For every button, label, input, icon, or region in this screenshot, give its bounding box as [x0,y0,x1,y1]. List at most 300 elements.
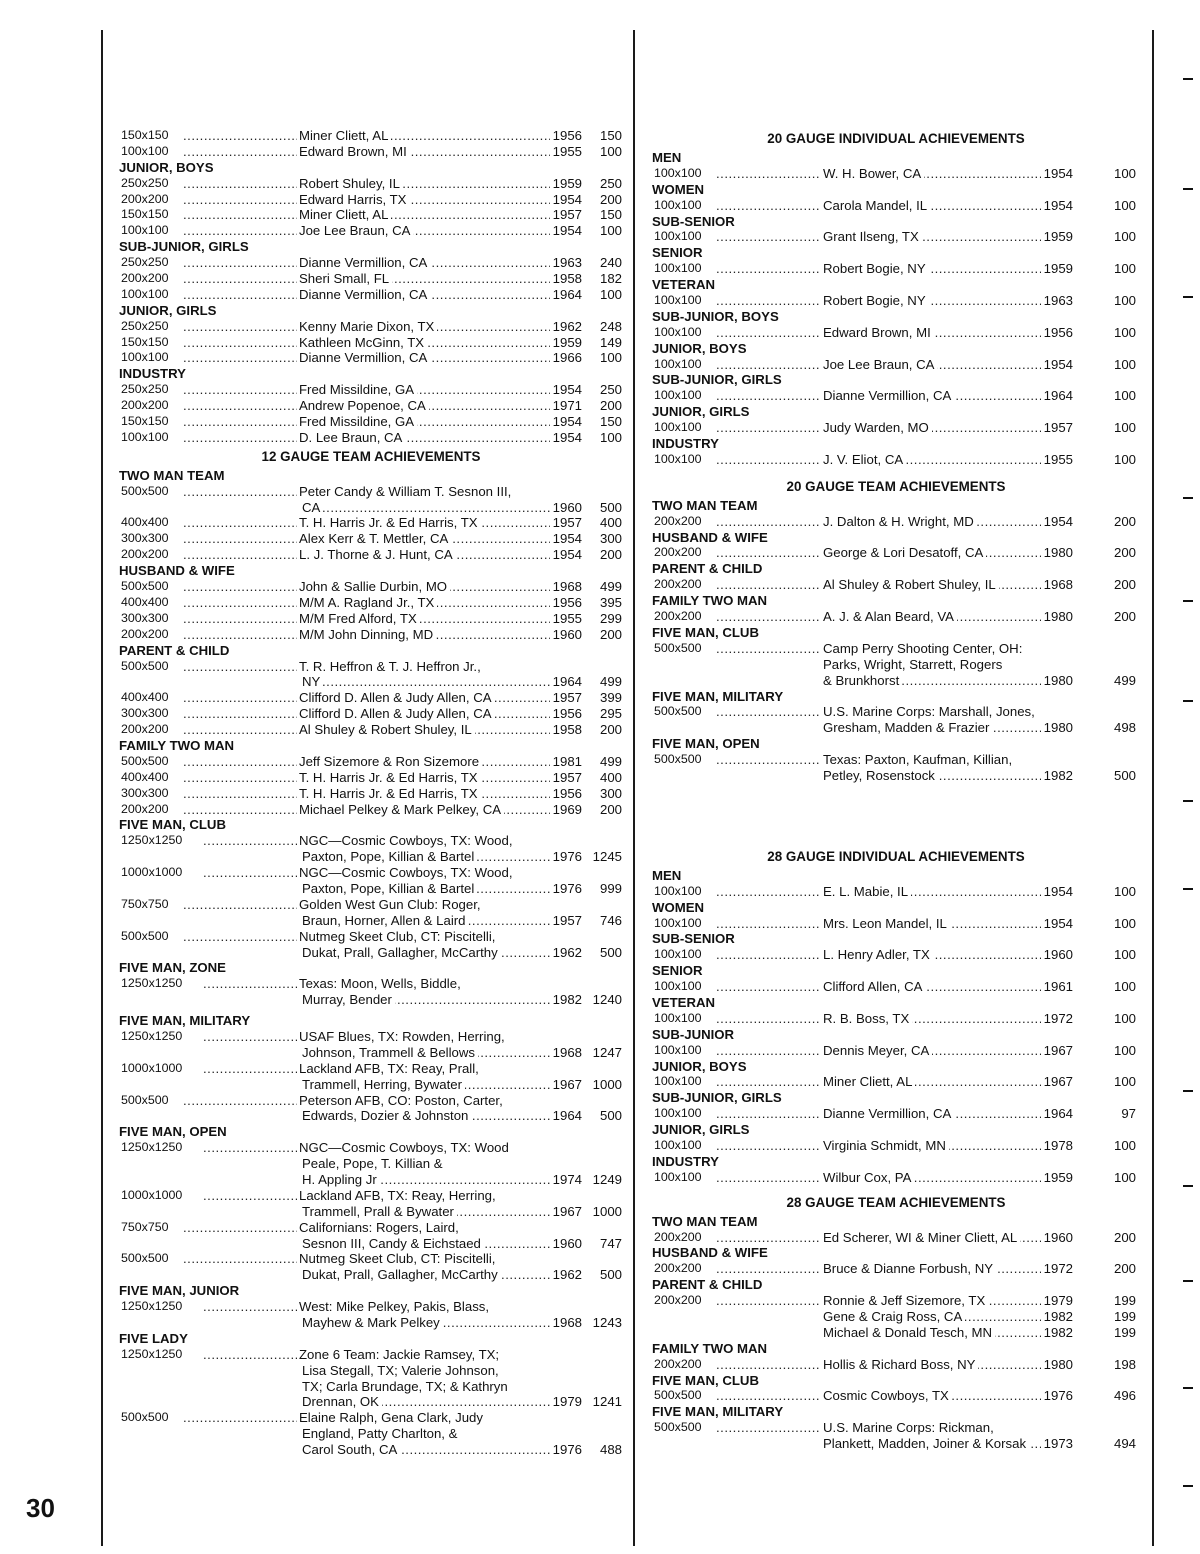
category-heading-text: INDUSTRY [119,366,186,382]
dot-leader [716,609,821,625]
record-year: 1954 [552,531,582,547]
record-row [119,1029,623,1045]
category-heading-text: FAMILY TWO MAN [652,1340,768,1356]
record-year: 1980 [1043,609,1073,625]
category-heading [652,1027,1140,1043]
target-size: 1000x1000 [121,865,183,880]
record-score: 199 [1113,1324,1136,1340]
record-year: 1954 [552,382,582,398]
record-year: 1957 [552,912,582,928]
record-holder: Edwards, Dozier & Johnston [302,1108,471,1124]
record-holder: Dianne Vermillion, CA [299,350,430,366]
record-holder: NGC—Cosmic Cowboys, TX: Wood [299,1140,512,1156]
record-row [119,1410,623,1426]
dot-leader [183,1410,297,1426]
record-score: 200 [599,626,622,642]
target-size: 200x200 [654,1229,702,1244]
record-score: 295 [599,706,622,722]
record-year: 1962 [552,1267,582,1283]
target-size: 1250x1250 [121,1140,183,1155]
record-holder: L. J. Thorne & J. Hunt, CA [299,547,456,563]
dot-leader [716,884,821,900]
record-holder: & Brunkhorst [823,673,902,689]
margin-tick [1183,1387,1193,1389]
category-heading [652,1341,1140,1357]
record-holder: Lackland AFB, TX: Reay, Prall, [299,1061,482,1077]
dot-leader [716,325,821,341]
category-heading [652,689,1140,705]
record-holder: Kenny Marie Dixon, TX [299,319,437,335]
dot-leader [183,176,297,192]
record-holder: Nutmeg Skeet Club, CT: Piscitelli, [299,929,498,945]
record-holder: Texas: Paxton, Kaufman, Killian, [823,752,1015,768]
target-size: 500x500 [121,483,169,498]
margin-tick [1183,700,1193,702]
target-size: 200x200 [121,626,169,641]
category-heading [119,303,623,319]
target-size: 500x500 [654,1388,702,1403]
record-holder: Fred Missildine, GA [299,414,417,430]
target-size: 200x200 [654,1261,702,1276]
target-size: 150x150 [121,128,169,142]
target-size: 1000x1000 [121,1060,183,1075]
record-row [652,704,1140,720]
target-size: 250x250 [121,175,169,190]
category-heading [119,960,623,976]
margin-tick [1183,296,1193,298]
target-size: 100x100 [654,261,702,276]
category-heading-text: FIVE MAN, OPEN [119,1124,227,1140]
target-size: 100x100 [121,350,169,365]
target-size: 500x500 [654,640,702,655]
record-row [119,897,623,913]
target-size: 500x500 [121,1410,169,1425]
record-holder: Paxton, Pope, Killian & Bartel [302,849,477,865]
target-size: 100x100 [654,1137,702,1152]
record-year: 1960 [1043,947,1073,963]
section-title-text: 12 GAUGE TEAM ACHIEVEMENTS [261,448,481,464]
category-heading-text: WOMEN [652,899,705,915]
record-row [119,786,623,802]
category-heading [119,366,623,382]
target-size: 200x200 [121,398,169,413]
category-heading-text: FIVE MAN, CLUB [119,817,226,833]
target-size: 200x200 [121,271,169,286]
record-year: 1967 [1043,1042,1073,1058]
record-year: 1981 [552,753,582,769]
dot-leader [716,420,821,436]
category-heading [652,309,1140,325]
category-heading [119,817,623,833]
target-size: 300x300 [121,706,169,721]
record-holder: Jeff Sizemore & Ron Sizemore [299,754,482,770]
record-score: 100 [1113,1074,1136,1090]
category-heading [652,182,1140,198]
dot-leader [203,1029,297,1045]
target-size: 100x100 [654,1010,702,1025]
category-heading [119,468,623,484]
record-holder: Robert Shuley, IL [299,176,403,192]
record-row [652,1293,1140,1309]
category-heading-text: FIVE MAN, MILITARY [119,1013,251,1029]
record-holder: George & Lori Desatoff, CA [823,545,986,561]
record-row [119,1442,623,1458]
record-holder: Clifford D. Allen & Judy Allen, CA [299,690,495,706]
record-holder: Petley, Rosenstock [823,768,938,784]
page-number: 30 [26,1493,55,1523]
record-year: 1978 [1043,1137,1073,1153]
record-year: 1960 [552,626,582,642]
dot-leader [716,916,821,932]
category-heading [119,563,623,579]
record-holder: Sheri Small, FL [299,271,392,287]
target-size: 200x200 [654,1293,702,1308]
record-holder: Fred Missildine, GA [299,382,417,398]
record-year: 1967 [1043,1074,1073,1090]
section-title-text: 20 GAUGE TEAM ACHIEVEMENTS [786,478,1006,494]
category-heading [652,1373,1140,1389]
target-size: 200x200 [121,191,169,206]
record-year: 1979 [1043,1293,1073,1309]
target-size: 100x100 [654,915,702,930]
record-holder: Judy Warden, MO [823,420,932,436]
category-heading [652,1277,1140,1293]
dot-leader [716,1230,821,1246]
record-holder: Hollis & Richard Boss, NY [823,1357,978,1373]
record-score: 248 [599,318,622,334]
record-score: 100 [1113,451,1136,467]
category-heading-text: JUNIOR, GIRLS [652,404,750,420]
record-year: 1964 [552,286,582,302]
dot-leader [716,1293,821,1309]
category-heading-text: HUSBAND & WIFE [652,529,768,545]
record-holder: Dianne Vermillion, CA [823,1106,954,1122]
record-score: 199 [1113,1309,1136,1324]
record-row [652,261,1140,277]
dot-leader [716,1388,821,1404]
record-row [119,833,623,849]
record-score: 100 [1113,1137,1136,1153]
category-heading [652,1090,1140,1106]
record-score: 150 [599,414,622,430]
dot-leader [183,897,297,913]
record-holder: U.S. Marine Corps: Rickman, [823,1420,997,1436]
target-size: 500x500 [121,928,169,943]
record-score: 1247 [592,1044,622,1060]
dot-leader [716,1357,821,1373]
record-row [652,768,1140,784]
record-holder: T. H. Harris Jr. & Ed Harris, TX [299,770,481,786]
record-row [652,916,1140,932]
record-holder: Johnson, Trammell & Bellows [302,1045,478,1061]
record-score: 100 [1113,388,1136,404]
dot-leader [183,484,297,500]
record-score: 100 [599,143,622,159]
record-row [119,430,623,446]
record-holder: Dianne Vermillion, CA [299,287,430,303]
record-year: 1976 [552,849,582,865]
record-score: 150 [599,207,622,223]
record-row [652,293,1140,309]
record-row [119,350,623,366]
record-year: 1976 [552,880,582,896]
category-heading-text: FAMILY TWO MAN [652,593,768,609]
record-row [652,1309,1140,1325]
record-row [652,641,1140,657]
target-size: 200x200 [121,801,169,816]
record-score: 494 [1113,1436,1136,1452]
record-row [119,255,623,271]
dot-leader [183,430,297,446]
record-holder: J. Dalton & H. Wright, MD [823,514,977,530]
record-score: 1000 [592,1203,622,1219]
target-size: 200x200 [121,547,169,562]
record-holder: Cosmic Cowboys, TX [823,1388,952,1404]
dot-leader [183,754,297,770]
category-heading [652,1154,1140,1170]
section-title-text: 28 GAUGE TEAM ACHIEVEMENTS [786,1194,1006,1210]
record-score: 746 [599,912,622,928]
record-row [119,722,623,738]
category-heading [652,1404,1140,1420]
dot-leader [716,545,821,561]
record-score: 100 [1113,165,1136,181]
record-row [119,319,623,335]
record-score: 1240 [592,992,622,1008]
record-year: 1960 [1043,1229,1073,1245]
record-row [119,500,623,516]
record-row [119,1236,623,1252]
record-row [119,1347,623,1363]
dot-leader [183,335,297,351]
dot-leader [203,1061,297,1077]
category-heading-text: FIVE MAN, ZONE [119,960,226,976]
record-row [119,414,623,430]
record-year: 1973 [1043,1436,1073,1452]
category-heading [119,1124,623,1140]
category-heading-text: SUB-JUNIOR, BOYS [652,308,779,324]
record-score: 498 [1113,720,1136,736]
dot-leader [183,770,297,786]
record-holder: Joe Lee Braun, CA [823,357,937,373]
record-row [119,992,623,1008]
category-heading [119,1283,623,1299]
record-row [652,1011,1140,1027]
record-row [119,1426,623,1442]
record-score: 240 [599,255,622,271]
record-row [119,176,623,192]
dot-leader [716,641,821,657]
record-year: 1956 [552,128,582,143]
record-year: 1969 [552,801,582,817]
category-heading [652,995,1140,1011]
record-year: 1964 [1043,1106,1073,1122]
record-year: 1956 [552,706,582,722]
record-holder: West: Mike Pelkey, Pakis, Blass, [299,1299,492,1315]
target-size: 100x100 [654,1169,702,1184]
record-holder: M/M John Dinning, MD [299,627,436,643]
record-row [652,947,1140,963]
category-heading [652,1059,1140,1075]
record-year: 1980 [1043,720,1073,736]
category-heading-text: FIVE LADY [119,1330,188,1346]
record-holder: USAF Blues, TX: Rowden, Herring, [299,1029,508,1045]
section-title-text: 20 GAUGE INDIVIDUAL ACHIEVEMENTS [767,131,1025,146]
category-heading-text: VETERAN [652,277,716,293]
record-year: 1964 [1043,388,1073,404]
record-holder: NGC—Cosmic Cowboys, TX: Wood, [299,833,516,849]
record-row [119,611,623,627]
record-holder: M/M A. Ragland Jr., TX [299,595,437,611]
record-row [652,514,1140,530]
record-year: 1955 [552,610,582,626]
category-heading-text: FIVE MAN, OPEN [652,736,760,752]
category-heading [652,341,1140,357]
margin-tick [1183,188,1193,190]
category-heading [119,738,623,754]
category-heading [119,160,623,176]
record-score: 100 [1113,197,1136,213]
record-holder: Parks, Wright, Starrett, Rogers [823,657,1005,673]
record-holder: Mrs. Leon Mandel, IL [823,916,950,932]
dot-leader [183,515,297,531]
record-holder: John & Sallie Durbin, MO [299,579,450,595]
record-holder: Grant Ilseng, TX [823,229,922,245]
record-row [119,706,623,722]
record-year: 1966 [552,350,582,366]
category-heading-text: MEN [652,867,682,883]
record-row [119,271,623,287]
record-score: 100 [1113,979,1136,995]
dot-leader [716,1138,821,1154]
category-heading-text: JUNIOR, BOYS [652,1058,747,1074]
dot-leader [183,786,297,802]
record-row [119,754,623,770]
target-size: 300x300 [121,531,169,546]
record-row [652,1074,1140,1090]
target-size: 100x100 [654,165,702,180]
dot-leader [183,350,297,366]
record-score: 395 [599,594,622,610]
record-year: 1954 [552,429,582,445]
record-holder: Clifford D. Allen & Judy Allen, CA [299,706,495,722]
section-title [119,446,623,468]
dot-leader [716,577,821,593]
record-year: 1961 [1043,979,1073,995]
record-row [652,452,1140,468]
category-heading [652,736,1140,752]
record-row [652,420,1140,436]
record-row [119,1061,623,1077]
target-size: 750x750 [121,896,169,911]
target-size: 100x100 [654,451,702,466]
target-size: 200x200 [654,1356,702,1371]
record-score: 200 [599,398,622,414]
record-year: 1957 [552,515,582,531]
record-year: 1957 [552,207,582,223]
dot-leader [183,531,297,547]
record-row [119,1204,623,1220]
category-heading-text: VETERAN [652,994,716,1010]
target-size: 500x500 [654,704,702,719]
category-heading-text: FAMILY TWO MAN [119,737,235,753]
dot-leader [183,659,297,675]
record-holder: Carol South, CA [302,1442,400,1458]
dot-leader [322,674,550,690]
record-holder: England, Patty Charlton, & [302,1426,460,1442]
target-size: 1250x1250 [121,833,183,848]
record-row [119,976,623,992]
record-year: 1968 [1043,577,1073,593]
category-heading-text: PARENT & CHILD [652,561,763,577]
dot-leader [716,357,821,373]
category-heading-text: SUB-SENIOR [652,931,735,947]
record-year: 1972 [1043,1261,1073,1277]
record-row [652,979,1140,995]
record-score: 250 [599,382,622,398]
record-row [119,1172,623,1188]
record-row [652,545,1140,561]
target-size: 100x100 [654,979,702,994]
record-holder: Dennis Meyer, CA [823,1043,932,1059]
record-row [119,913,623,929]
record-holder: NGC—Cosmic Cowboys, TX: Wood, [299,865,516,881]
record-score: 100 [599,286,622,302]
record-year: 1956 [552,594,582,610]
record-row [652,1420,1140,1436]
dot-leader [183,929,297,945]
category-heading [652,245,1140,261]
record-year: 1956 [552,785,582,801]
record-score: 500 [599,1267,622,1283]
record-score: 488 [599,1442,622,1458]
dot-leader [183,1220,297,1236]
dot-leader [716,704,821,720]
record-holder: Sesnon III, Candy & Eichstaed [302,1236,484,1252]
dot-leader [183,382,297,398]
category-heading-text: FIVE MAN, MILITARY [652,688,784,704]
category-heading-text: TWO MAN TEAM [119,467,225,483]
dot-leader [716,1106,821,1122]
category-heading [119,1013,623,1029]
record-row [119,398,623,414]
record-holder: Peale, Pope, T. Killian & [302,1156,446,1172]
record-year: 1967 [552,1203,582,1219]
record-year: 1963 [552,255,582,271]
category-heading-text: JUNIOR, BOYS [652,340,747,356]
dot-leader [183,547,297,563]
dot-leader [716,229,821,245]
record-year: 1954 [1043,197,1073,213]
record-year: 1955 [552,143,582,159]
record-holder: Andrew Popenoe, CA [299,398,429,414]
margin-tick [1183,1280,1193,1282]
record-holder: Bruce & Dianne Forbush, NY [823,1261,996,1277]
record-score: 200 [599,191,622,207]
record-holder: W. H. Bower, CA [823,166,924,182]
record-score: 200 [1113,609,1136,625]
record-holder: Camp Perry Shooting Center, OH: [823,641,1025,657]
margin-tick [1183,600,1193,602]
record-year: 1954 [1043,165,1073,181]
category-heading-text: PARENT & CHILD [119,642,230,658]
record-year: 1963 [1043,293,1073,309]
target-size: 1000x1000 [121,1187,183,1202]
dot-leader [716,388,821,404]
record-score: 100 [1113,1010,1136,1026]
record-year: 1979 [552,1394,582,1410]
record-year: 1964 [552,1108,582,1124]
